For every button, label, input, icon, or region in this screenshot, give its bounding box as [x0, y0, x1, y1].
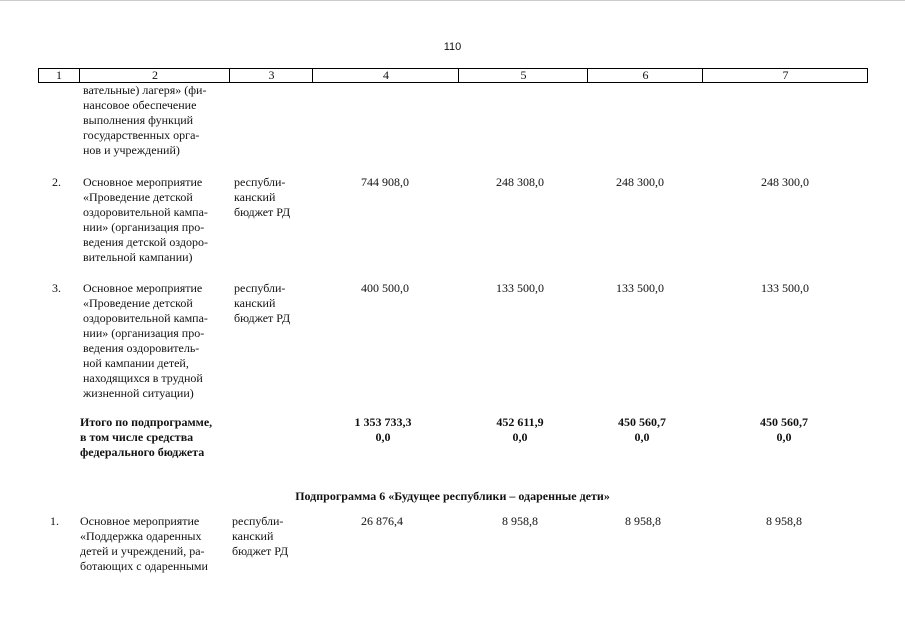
continued-row-text: вательные) лагеря» (фи- нансовое обеспечение выполнения функций государственных орга- нов и учреждений) — [83, 83, 207, 157]
header-col-3: 3 — [229, 69, 313, 82]
row-year-3: 133 500,0 — [761, 281, 809, 295]
row-number: 3. — [52, 281, 61, 295]
row-number: 2. — [52, 175, 61, 189]
summary-label: Итого по подпрограмме, в том числе средства федерального бюджета — [80, 415, 213, 459]
table-header-row — [38, 68, 868, 83]
summary-total: 1 353 733,3 0,0 — [354, 415, 412, 444]
header-col-1: 1 — [56, 68, 62, 82]
subprogram-title: Подпрограмма 6 «Будущее республики – одаренные дети» — [295, 489, 610, 503]
header-col-2: 2 — [79, 69, 230, 82]
header-col-4: 4 — [312, 69, 459, 82]
row-year-2: 248 300,0 — [616, 175, 664, 189]
row-funding-source: республи- канский бюджет РД — [234, 281, 291, 325]
row-number: 1. — [50, 514, 59, 528]
summary-year-2: 450 560,7 0,0 — [618, 415, 666, 444]
header-col-7: 7 — [702, 69, 868, 82]
row-funding-source: республи- канский бюджет РД — [234, 175, 291, 219]
row-total: 400 500,0 — [361, 281, 409, 295]
header-col-5: 5 — [458, 69, 588, 82]
row-total: 744 908,0 — [361, 175, 409, 189]
summary-year-1: 452 611,9 0,0 — [496, 415, 544, 444]
row-year-1: 248 308,0 — [496, 175, 544, 189]
row-funding-source: республи- канский бюджет РД — [232, 514, 289, 558]
row-year-3: 248 300,0 — [761, 175, 809, 189]
row-year-1: 8 958,8 — [502, 514, 538, 528]
summary-year-3: 450 560,7 0,0 — [760, 415, 808, 444]
header-col-6: 6 — [587, 69, 703, 82]
row-activity-name: Основное мероприятие «Проведение детской оздоровительной кампа- нии» (организация про- ведения оздоровитель- ной кампании детей, находящихся в трудной жизненной ситуации) — [83, 281, 208, 400]
row-year-3: 8 958,8 — [766, 514, 802, 528]
page-number: 110 — [443, 41, 462, 53]
row-year-2: 133 500,0 — [616, 281, 664, 295]
row-activity-name: Основное мероприятие «Поддержка одаренных детей и учреждений, ра- ботающих с одаренными — [80, 514, 208, 573]
row-activity-name: Основное мероприятие «Проведение детской оздоровительной кампа- нии» (организация про- ведения детской оздоро- вительной кампании) — [83, 175, 208, 264]
row-year-2: 8 958,8 — [625, 514, 661, 528]
row-year-1: 133 500,0 — [496, 281, 544, 295]
row-total: 26 876,4 — [361, 514, 403, 528]
page-top-edge — [0, 0, 905, 1]
